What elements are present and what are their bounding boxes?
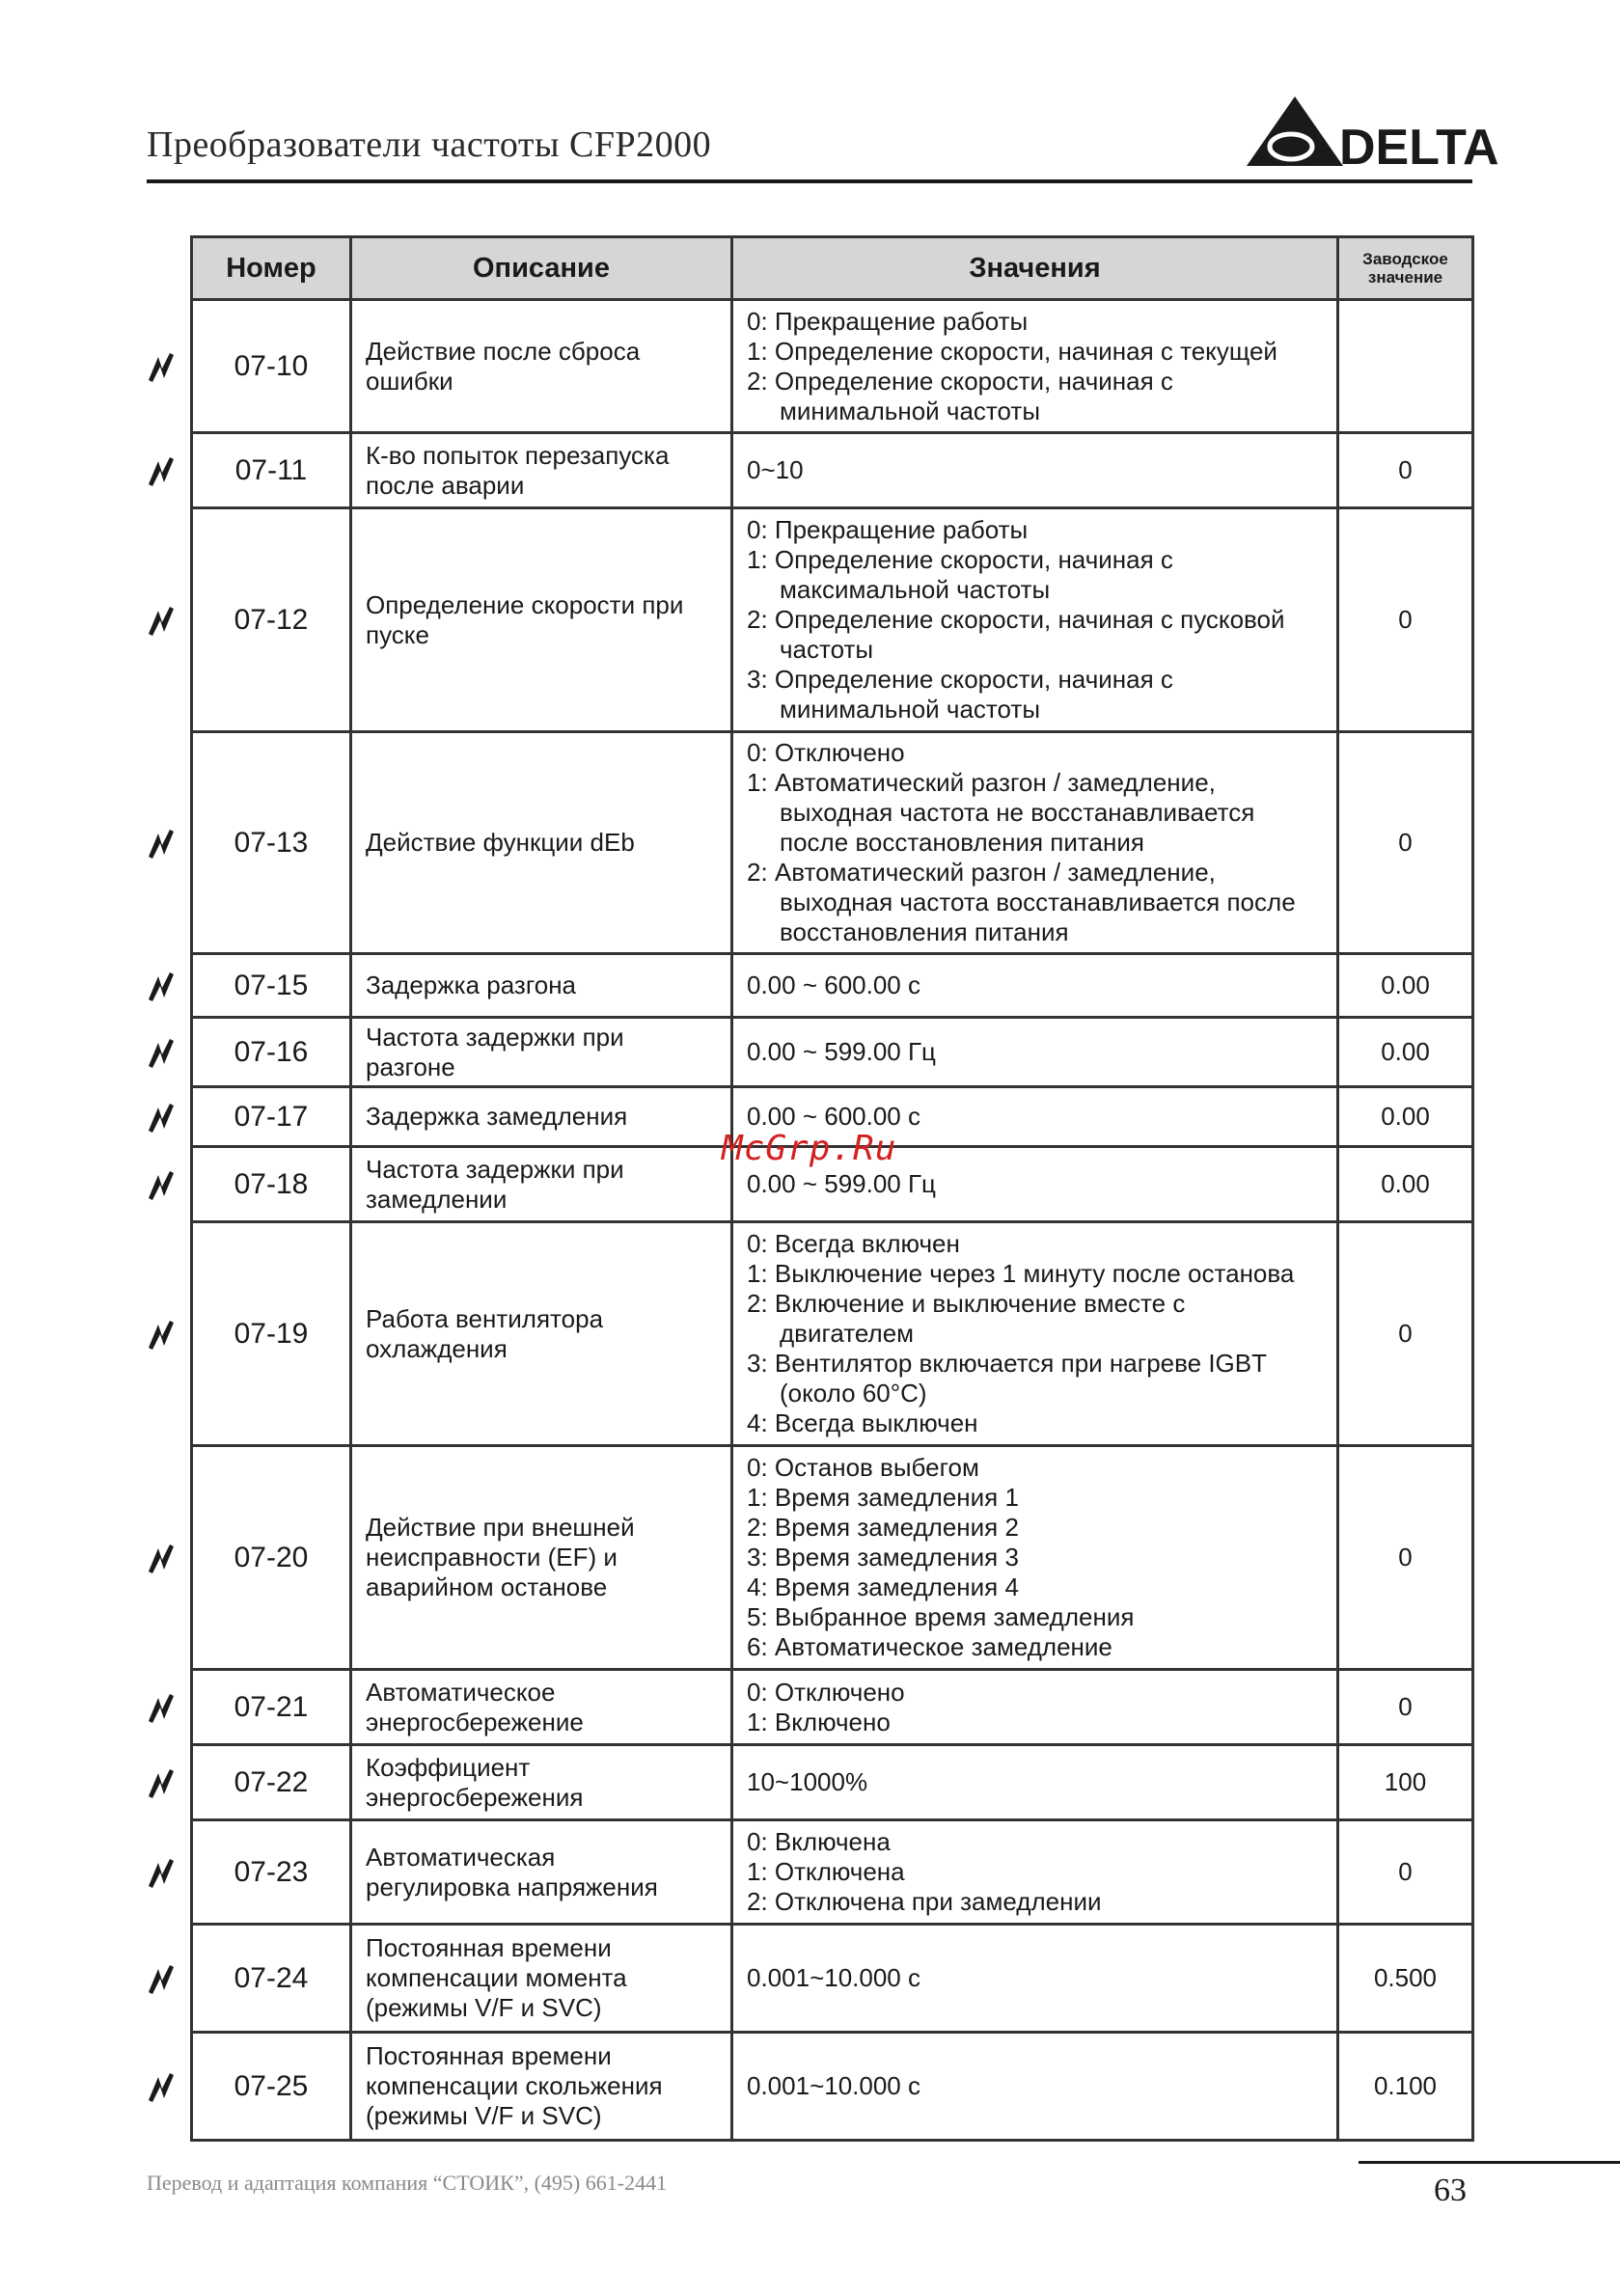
page-title: Преобразователи частоты CFP2000 [147, 124, 712, 165]
default-value: 0.00 [1338, 1087, 1473, 1147]
default-value: 0 [1338, 1222, 1473, 1446]
value-option: 0.00 ~ 600.00 с [747, 1102, 920, 1131]
default-value: 0 [1338, 1820, 1473, 1925]
parameter-number: 07-17 [192, 1087, 351, 1147]
editable-while-running-icon [145, 1035, 179, 1070]
parameter-description [351, 1820, 732, 1925]
editable-while-running-icon [145, 1317, 179, 1352]
parameter-table [190, 235, 1474, 2142]
delta-logo [1245, 95, 1499, 176]
parameter-description [351, 433, 732, 508]
editable-while-running-icon [145, 1100, 179, 1134]
description-line: энергосбережение [366, 1707, 584, 1736]
editable-while-running-icon [145, 1855, 179, 1890]
table-row [192, 300, 1473, 433]
table-row [192, 1820, 1473, 1925]
parameter-number: 07-16 [192, 1018, 351, 1087]
description-line: Постоянная времени [366, 1933, 612, 1962]
value-option: 0: Прекращение работы [747, 306, 1029, 336]
parameter-description [351, 1670, 732, 1745]
value-option: 0.001~10.000 с [747, 1963, 920, 1992]
parameter-number: 07-10 [192, 300, 351, 433]
default-value: 0 [1338, 433, 1473, 508]
value-option: 2: Время замедления 2 [747, 1513, 1019, 1542]
table-row [192, 1925, 1473, 2033]
column-header-default-line1: Заводское [1362, 250, 1448, 268]
value-option: 0.00 ~ 599.00 Гц [747, 1037, 936, 1066]
parameter-number: 07-25 [192, 2033, 351, 2141]
value-option: 1: Выключение через 1 минуту после останова [747, 1259, 1295, 1288]
description-line: (режимы V/F и SVC) [366, 1993, 602, 2022]
parameter-description [351, 2033, 732, 2141]
value-option: 3: Вентилятор включается при нагреве IGBT (около 60°C) [747, 1349, 1267, 1408]
value-option: 0: Включена [747, 1827, 891, 1856]
description-line: Действие после сброса [366, 336, 641, 366]
parameter-description [351, 1446, 732, 1670]
editable-while-running-icon [145, 1961, 179, 1996]
description-line: регулировка напряжения [366, 1872, 658, 1901]
editable-while-running-icon [145, 1690, 179, 1725]
parameter-values [732, 433, 1338, 508]
value-option: 2: Автоматический разгон / замедление, выходная частота восстанавливается после восстановления питания [747, 858, 1296, 946]
description-line: Задержка замедления [366, 1102, 628, 1131]
default-value [1338, 300, 1473, 433]
watermark: McGrp.Ru [722, 1129, 897, 1168]
value-option: 1: Автоматический разгон / замедление, выходная частота не восстанавливается после восстановления питания [747, 768, 1255, 857]
description-line: компенсации момента [366, 1963, 627, 1992]
table-row [192, 732, 1473, 954]
page-number: 63 [1434, 2173, 1467, 2208]
description-line: Задержка разгона [366, 970, 577, 999]
value-option: 0: Отключено [747, 1677, 905, 1707]
value-option: 1: Определение скорости, начиная с текущей [747, 336, 1277, 366]
parameter-values [732, 1820, 1338, 1925]
description-line: пуске [366, 619, 429, 649]
default-value: 0.100 [1338, 2033, 1473, 2141]
value-option: 0.00 ~ 600.00 с [747, 970, 920, 999]
table-row [192, 1018, 1473, 1087]
value-option: 2: Отключена при замедлении [747, 1887, 1102, 1916]
parameter-description [351, 1018, 732, 1087]
parameter-number: 07-20 [192, 1446, 351, 1670]
description-line: ошибки [366, 366, 453, 396]
column-header-default-line2: значение [1367, 268, 1443, 287]
default-value: 0.500 [1338, 1925, 1473, 2033]
value-option: 4: Время замедления 4 [747, 1572, 1019, 1601]
default-value: 0 [1338, 1446, 1473, 1670]
parameter-number: 07-22 [192, 1745, 351, 1820]
parameter-values [732, 508, 1338, 732]
parameter-table-container [190, 235, 1471, 2142]
parameter-number: 07-19 [192, 1222, 351, 1446]
table-header-row [192, 237, 1473, 300]
parameter-number: 07-11 [192, 433, 351, 508]
value-option: 1: Отключена [747, 1857, 905, 1886]
description-line: Постоянная времени [366, 2041, 612, 2070]
default-value: 0.00 [1338, 1018, 1473, 1087]
logo-text: DELTA [1339, 120, 1499, 176]
column-header-description: Описание [351, 237, 732, 300]
parameter-description [351, 1147, 732, 1222]
description-line: разгоне [366, 1052, 455, 1081]
parameter-number: 07-18 [192, 1147, 351, 1222]
parameter-description [351, 300, 732, 433]
editable-while-running-icon [145, 603, 179, 638]
default-value: 0 [1338, 508, 1473, 732]
value-option: 1: Включено [747, 1707, 891, 1736]
description-line: К-во попыток перезапуска [366, 440, 670, 470]
description-line: (режимы V/F и SVC) [366, 2101, 602, 2130]
editable-while-running-icon [145, 826, 179, 861]
value-option: 1: Определение скорости, начиная с максимальной частоты [747, 545, 1173, 604]
description-line: Работа вентилятора [366, 1303, 604, 1333]
editable-while-running-icon [145, 453, 179, 488]
parameter-values [732, 2033, 1338, 2141]
value-option: 2: Включение и выключение вместе с двигателем [747, 1289, 1186, 1348]
default-value: 0 [1338, 732, 1473, 954]
value-option: 3: Определение скорости, начиная с минимальной частоты [747, 665, 1173, 724]
value-option: 5: Выбранное время замедления [747, 1602, 1135, 1631]
description-line: Частота задержки при [366, 1154, 624, 1184]
parameter-number: 07-23 [192, 1820, 351, 1925]
parameter-values [732, 300, 1338, 433]
parameter-description [351, 508, 732, 732]
value-option: 0: Всегда включен [747, 1229, 960, 1258]
default-value: 0.00 [1338, 1147, 1473, 1222]
value-option: 0.001~10.000 с [747, 2071, 920, 2100]
parameter-values [732, 1745, 1338, 1820]
description-line: Частота задержки при [366, 1022, 624, 1052]
description-line: Определение скорости при [366, 589, 684, 619]
description-line: охлаждения [366, 1333, 508, 1363]
parameter-description [351, 1745, 732, 1820]
footer-divider [1359, 2161, 1620, 2164]
description-line: неисправности (EF) и [366, 1543, 618, 1572]
header-divider [147, 179, 1472, 183]
parameter-values [732, 1670, 1338, 1745]
parameter-values [732, 954, 1338, 1018]
parameter-number: 07-13 [192, 732, 351, 954]
table-row [192, 2033, 1473, 2141]
parameter-description [351, 1222, 732, 1446]
parameter-description [351, 1925, 732, 2033]
editable-while-running-icon [145, 969, 179, 1003]
value-option: 1: Время замедления 1 [747, 1483, 1019, 1512]
value-option: 2: Определение скорости, начиная с пусковой частоты [747, 605, 1285, 664]
value-option: 0: Останов выбегом [747, 1453, 979, 1482]
editable-while-running-icon [145, 349, 179, 384]
value-option: 2: Определение скорости, начиная с минимальной частоты [747, 366, 1173, 425]
parameter-description [351, 1087, 732, 1147]
description-line: компенсации скольжения [366, 2071, 663, 2100]
description-line: Автоматическое [366, 1677, 556, 1707]
table-row [192, 954, 1473, 1018]
editable-while-running-icon [145, 1765, 179, 1800]
column-header-default [1338, 237, 1473, 300]
value-option: 0: Прекращение работы [747, 515, 1029, 544]
parameter-number: 07-21 [192, 1670, 351, 1745]
parameter-description [351, 732, 732, 954]
parameter-number: 07-24 [192, 1925, 351, 2033]
default-value: 0 [1338, 1670, 1473, 1745]
value-option: 6: Автоматическое замедление [747, 1632, 1112, 1661]
parameter-values [732, 1446, 1338, 1670]
table-row [192, 1222, 1473, 1446]
value-option: 0: Отключено [747, 738, 905, 767]
editable-while-running-icon [145, 1167, 179, 1202]
column-header-values: Значения [732, 237, 1338, 300]
description-line: Действие функции dEb [366, 828, 635, 857]
description-line: энергосбережения [366, 1782, 584, 1812]
table-row [192, 508, 1473, 732]
table-row [192, 433, 1473, 508]
value-option: 3: Время замедления 3 [747, 1543, 1019, 1572]
table-row [192, 1745, 1473, 1820]
value-option: 4: Всегда выключен [747, 1408, 978, 1437]
parameter-values [732, 1925, 1338, 2033]
parameter-values [732, 732, 1338, 954]
parameter-description [351, 954, 732, 1018]
value-option: 0.00 ~ 599.00 Гц [747, 1169, 936, 1198]
parameter-number: 07-15 [192, 954, 351, 1018]
footer-credits: Перевод и адаптация компания “СТОИК”, (495) 661-2441 [147, 2171, 668, 2195]
description-line: Действие при внешней [366, 1513, 635, 1542]
default-value: 0.00 [1338, 954, 1473, 1018]
value-option: 10~1000% [747, 1767, 868, 1796]
column-header-number: Номер [192, 237, 351, 300]
editable-while-running-icon [145, 2069, 179, 2104]
description-line: аварийном останове [366, 1572, 608, 1601]
table-row [192, 1446, 1473, 1670]
value-option: 0~10 [747, 455, 804, 484]
default-value: 100 [1338, 1745, 1473, 1820]
description-line: замедлении [366, 1184, 508, 1214]
parameter-number: 07-12 [192, 508, 351, 732]
description-line: после аварии [366, 470, 525, 500]
description-line: Коэффициент [366, 1752, 531, 1782]
table-row [192, 1670, 1473, 1745]
description-line: Автоматическая [366, 1842, 556, 1872]
parameter-values [732, 1018, 1338, 1087]
parameter-values [732, 1222, 1338, 1446]
editable-while-running-icon [145, 1541, 179, 1575]
